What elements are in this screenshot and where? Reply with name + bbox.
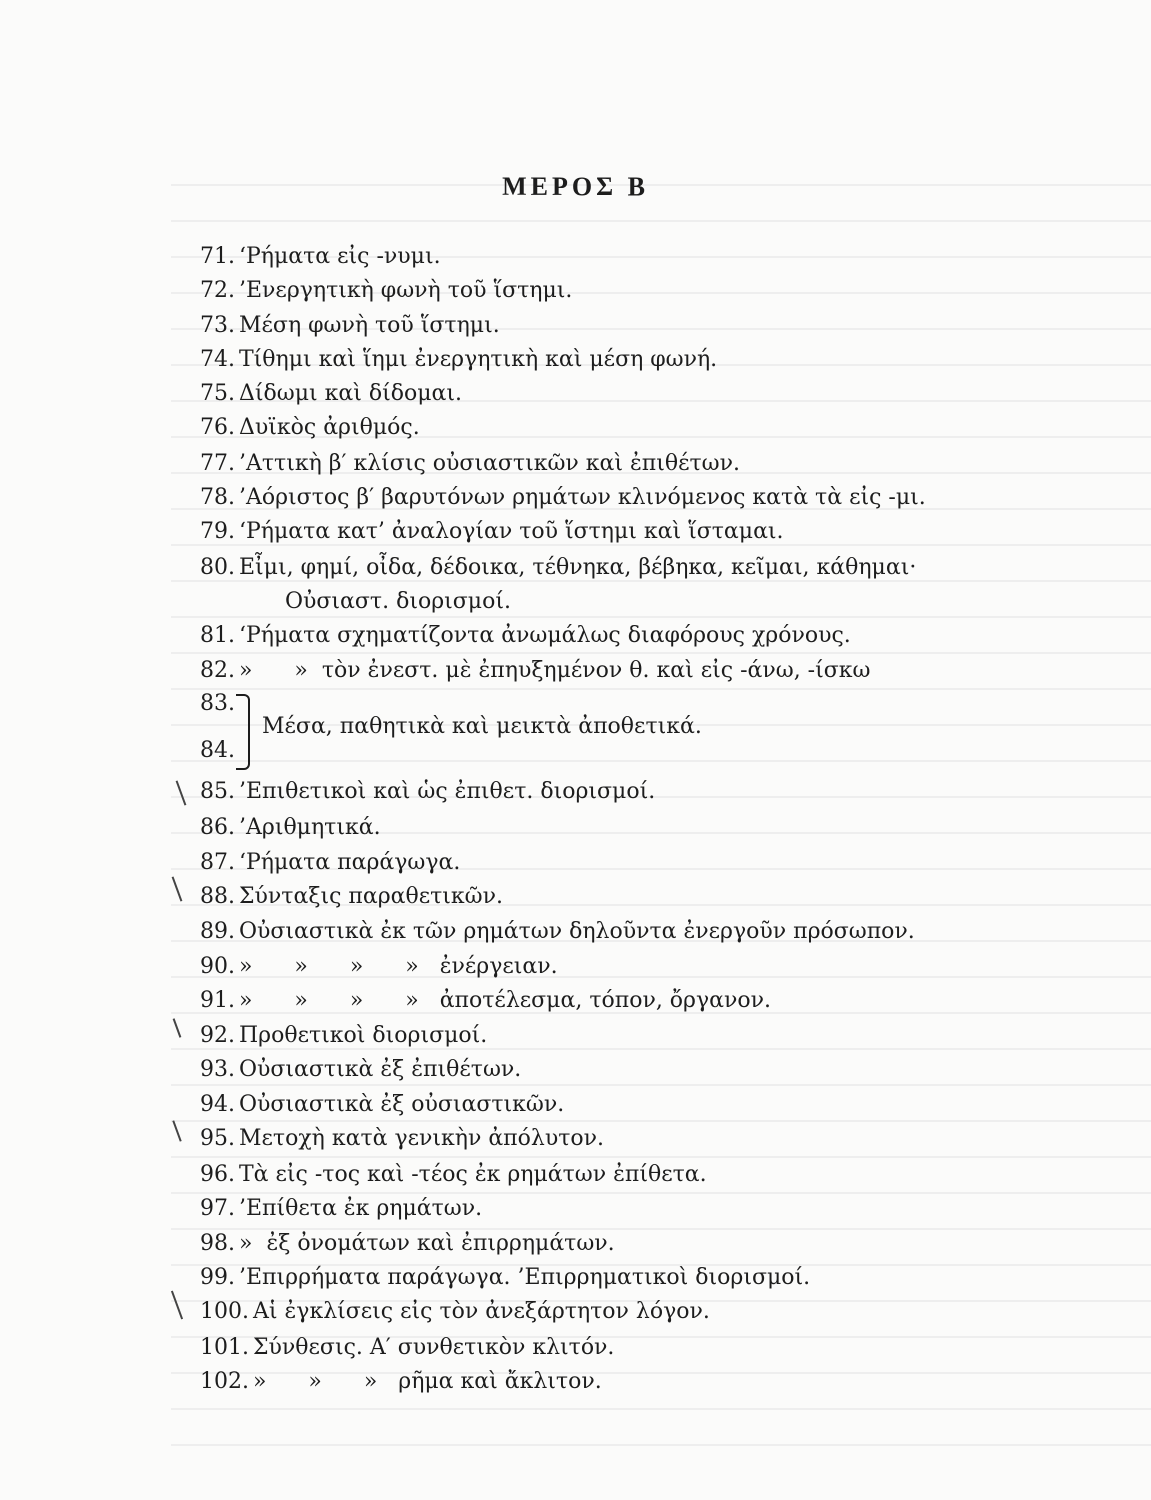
entry-text: Οὐσιαστικὰ ἐκ τῶν ρημάτων δηλοῦντα ἐνεργοῦν πρόσωπον. [239,919,915,944]
entry-number: 83. [200,691,235,716]
contents-entry [200,413,420,443]
entry-text: ’Αττικὴ β′ κλίσις οὐσιαστικῶν καὶ ἐπιθέτων. [239,451,740,476]
contents-entry [200,345,717,375]
pencil-mark [173,1018,182,1037]
contents-entry [200,311,500,341]
entry-number: 91. [200,988,235,1013]
contents-entry [200,1297,710,1327]
entry-text: » » » ρῆμα καὶ ἄκλιτον. [252,1369,602,1394]
contents-entry [200,242,441,272]
entry-number: 78. [200,485,235,510]
entry-number: 71. [200,244,235,269]
contents-entry [200,848,460,878]
entry-text: Οὐσιαστικὰ ἐξ οὐσιαστικῶν. [239,1092,565,1117]
contents-entry [200,917,915,947]
entry-text: » » » » ἐνέργειαν. [239,954,558,979]
entry-text: ’Αριθμητικά. [239,815,381,840]
entry-number: 89. [200,919,235,944]
entry-number: 97. [200,1196,235,1221]
entry-number: 72. [200,278,235,303]
contents-entry [200,553,916,583]
entry-text: Μετοχὴ κατὰ γενικὴν ἀπόλυτον. [239,1126,604,1151]
entry-number: 88. [200,884,235,909]
contents-entry [258,712,702,742]
contents-entry [200,1333,614,1363]
entry-number: 84. [200,738,235,763]
entry-number: 73. [200,313,235,338]
entry-text: Οὐσιαστ. διορισμοί. [285,589,511,614]
entry-text: » » τὸν ἐνεστ. μὲ ἐπηυξημένον θ. καὶ εἰς -άνω, -ίσκω [239,658,871,683]
entry-number: 85. [200,779,235,804]
entry-text: Σύνταξις παραθετικῶν. [239,884,503,909]
entry-text: ’Επίθετα ἐκ ρημάτων. [239,1196,483,1221]
contents-entry [200,1194,482,1224]
contents-entry [200,449,740,479]
entry-number: 102. [200,1369,249,1394]
entry-text: Μέση φωνὴ τοῦ ἵστημι. [239,313,500,338]
entry-text: Σύνθεσις. Α′ συνθετικὸν κλιτόν. [252,1335,615,1360]
entry-text: Τίθημι καὶ ἵημι ἐνεργητικὴ καὶ μέση φωνή. [239,347,718,372]
contents-entry [200,1090,564,1120]
entry-number: 74. [200,347,235,372]
contents-entry [200,1229,615,1259]
entry-text: ‘Ρήματα εἰς -νυμι. [239,244,441,269]
contents-entry [200,276,572,306]
entry-text: Δυϊκὸς ἀριθμός. [239,415,420,440]
contents-entry [200,483,926,513]
entry-number: 77. [200,451,235,476]
entry-text: Τὰ εἰς -τος καὶ -τέος ἐκ ρημάτων ἐπίθετα. [239,1162,707,1187]
entry-text: Εἶμι, φημί, οἶδα, δέδοικα, τέθνηκα, βέβηκα, κεῖμαι, κάθημαι· [239,555,917,580]
entry-text: » » » » ἀποτέλεσμα, τόπον, ὄργανον. [239,988,771,1013]
contents-entry [200,1021,487,1051]
entry-number: 86. [200,815,235,840]
contents-entry [200,1160,707,1190]
entry-text: ’Επιρρήματα παράγωγα. ’Επιρρηματικοὶ διορισμοί. [239,1265,811,1290]
brace-83-84 [236,694,250,770]
entry-number: 90. [200,954,235,979]
entry-number: 76. [200,415,235,440]
pencil-mark [176,780,187,805]
contents-entry [200,736,239,766]
entry-number: 95. [200,1126,235,1151]
entry-number: 80. [200,555,235,580]
entry-text: ‘Ρήματα παράγωγα. [239,850,461,875]
pencil-mark [172,1120,181,1141]
entry-text: Μέσα, παθητικὰ καὶ μεικτὰ ἀποθετικά. [262,714,702,739]
entry-text: ‘Ρήματα κατ’ ἀναλογίαν τοῦ ἵστημι καὶ ἵσταμαι. [239,519,784,544]
contents-entry [200,777,655,807]
section-title: ΜΕΡΟΣ Β [502,172,649,201]
entry-text: ’Επιθετικοὶ καὶ ὡς ἐπιθετ. διορισμοί. [239,779,656,804]
entry-number: 100. [200,1299,249,1324]
entry-number: 92. [200,1023,235,1048]
contents-entry [200,1055,521,1085]
entry-text: ’Αόριστος β′ βαρυτόνων ρημάτων κλινόμενος κατὰ τὰ εἰς -μι. [239,485,926,510]
contents-entry [200,621,851,651]
contents-entry [200,813,381,843]
entry-number: 87. [200,850,235,875]
pencil-mark [171,1291,183,1320]
contents-entry [200,1263,810,1293]
contents-entry [200,1124,604,1154]
entry-number: 96. [200,1162,235,1187]
contents-entry [200,952,558,982]
entry-number: 79. [200,519,235,544]
entry-text: Δίδωμι καὶ δίδομαι. [239,381,462,406]
contents-entry [200,986,771,1016]
entry-number: 98. [200,1231,235,1256]
entry-text: Οὐσιαστικὰ ἐξ ἐπιθέτων. [239,1057,522,1082]
entry-text: » ἐξ ὀνομάτων καὶ ἐπιρρημάτων. [239,1231,615,1256]
contents-entry [200,1367,602,1397]
contents-entry [200,656,870,686]
contents-entry [200,517,784,547]
entry-text: ’Ενεργητικὴ φωνὴ τοῦ ἵστημι. [239,278,573,303]
entry-text: ‘Ρήματα σχηματίζοντα ἀνωμάλως διαφόρους χρόνους. [239,623,851,648]
contents-entry [200,379,462,409]
contents-entry [200,882,503,912]
entry-number: 94. [200,1092,235,1117]
entry-number: 82. [200,658,235,683]
entry-number: 93. [200,1057,235,1082]
entry-number: 75. [200,381,235,406]
pencil-mark [172,876,183,901]
entry-number: 99. [200,1265,235,1290]
entry-number: 81. [200,623,235,648]
entry-number: 101. [200,1335,249,1360]
entry-text: Προθετικοὶ διορισμοί. [239,1023,488,1048]
contents-entry [200,689,239,719]
contents-entry [285,587,511,617]
entry-text: Αἱ ἐγκλίσεις εἰς τὸν ἀνεξάρτητον λόγον. [252,1299,710,1324]
